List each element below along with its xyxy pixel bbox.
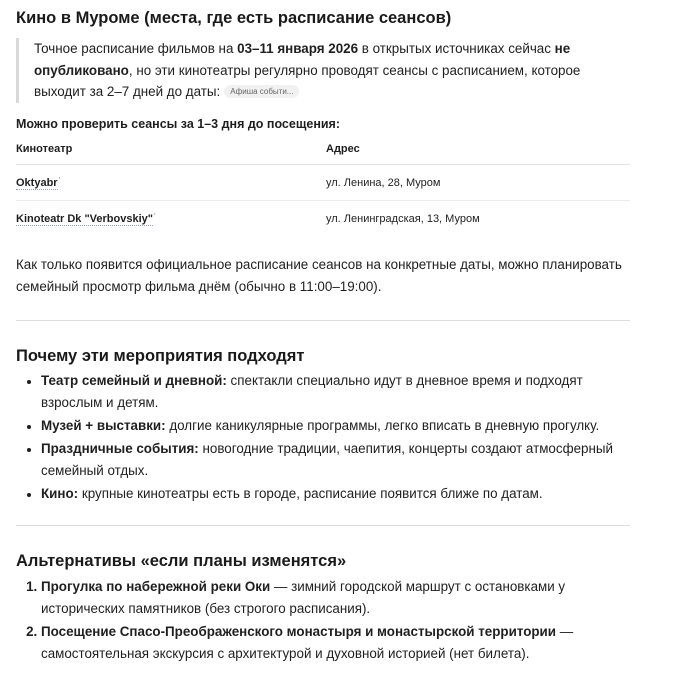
list-item: [41, 438, 630, 482]
column-header-address: Адрес: [326, 140, 630, 165]
cinema-table: [16, 140, 630, 236]
list-item: [41, 621, 630, 665]
list-item-text: — самостоятельная экскурсия с архитектурой и духовной историей (нет билета).: [41, 624, 574, 661]
external-link-icon: ′: [153, 212, 156, 221]
list-item-text: крупные кинотеатры есть в городе, расписание появится ближе по датам.: [78, 486, 543, 501]
list-item-bold: Праздничные события:: [41, 441, 199, 456]
table-heading: Можно проверить сеансы за 1–3 дня до посещения:: [16, 117, 341, 131]
list-item: [41, 370, 630, 414]
table-row: [16, 165, 630, 201]
table-cell-address: ул. Ленина, 28, Муром: [326, 165, 630, 201]
list-item: [41, 576, 630, 620]
after-table-paragraph: Как только появится официальное расписание сеансов на конкретные даты, можно планировать семейный просмотр фильма днём (обычно в 11:00–19:00).: [16, 257, 622, 294]
why-list: [16, 370, 630, 506]
table-cell-address: ул. Ленинградская, 13, Муром: [326, 212, 480, 225]
list-item: [41, 483, 630, 505]
section-divider: [16, 525, 630, 526]
schedule-note: [16, 38, 630, 103]
source-chip[interactable]: Афиша событи...: [224, 85, 299, 98]
cinema-link-oktyabr[interactable]: Oktyabr: [16, 177, 58, 189]
table-cell-name: [16, 201, 326, 237]
table-header-row: [16, 140, 630, 165]
list-item-text: новогодние традиции, чаепития, концерты создают атмосферный семейный отдых.: [41, 441, 613, 478]
note-text-1: Точное расписание фильмов на: [34, 41, 238, 56]
section-divider: [16, 320, 630, 321]
column-header-cinema: Кинотеатр: [16, 140, 326, 165]
note-text-3: , но эти кинотеатры регулярно проводят сеансы с расписанием, которое выходит за 2–7 дней до даты:: [34, 62, 581, 99]
list-item: [41, 415, 630, 437]
list-item-text: — зимний городской маршрут с остановками у исторических памятников (без строгого расписания).: [41, 579, 566, 616]
table-cell-name: [16, 165, 326, 201]
cinema-link-verbovskiy[interactable]: Kinoteatr Dk "Verbovskiy": [16, 213, 153, 225]
page-title: Кино в Муроме (места, где есть расписание сеансов): [16, 9, 452, 27]
note-not-published: не опубликовано: [34, 41, 571, 78]
list-item-bold: Прогулка по набережной реки Оки: [41, 579, 271, 594]
external-link-icon: ′: [58, 176, 61, 185]
note-dates: 03–11 января 2026: [237, 41, 359, 56]
note-text-2: в открытых источниках сейчас: [358, 41, 555, 56]
list-item-bold: Театр семейный и дневной:: [41, 373, 227, 388]
section-heading-why: Почему эти мероприятия подходят: [16, 347, 305, 365]
list-item-text: спектакли специально идут в дневное время и подходят взрослым и детям.: [41, 373, 583, 410]
section-heading-alternatives: Альтернативы «если планы изменятся»: [16, 552, 347, 570]
table-row: [16, 201, 630, 237]
list-item-text: долгие каникулярные программы, легко вписать в дневную прогулку.: [165, 418, 600, 433]
list-item-bold: Музей + выставки:: [41, 418, 166, 433]
list-item-bold: Посещение Спасо-Преображенского монастыря и монастырской территории: [41, 624, 557, 639]
alternatives-list: [16, 576, 630, 666]
list-item-bold: Кино:: [41, 486, 79, 501]
